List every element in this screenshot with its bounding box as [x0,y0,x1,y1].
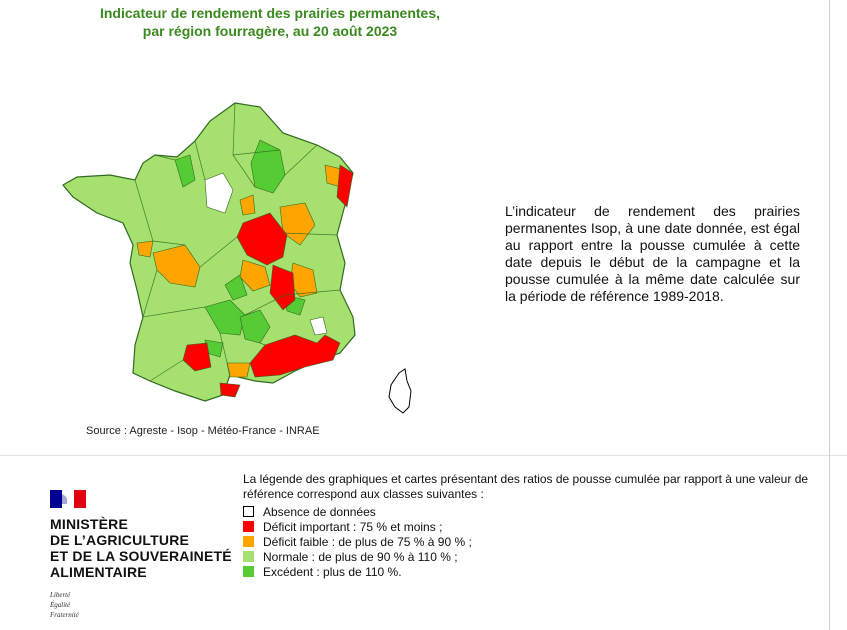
map-title-line2: par région fourragère, au 20 août 2023 [142,23,398,39]
ministry-logo [50,490,240,630]
legend-item-normale: Normale : de plus de 90 % à 110 % ; [243,549,813,564]
data-source: Source : Agreste - Isop - Météo-France - INRAE [86,425,320,437]
legend [243,472,813,579]
marianne-flag-icon [50,490,86,508]
ministry-name: MINISTÈRE DE L’AGRICULTURE ET DE LA SOUVERAINETÉ ALIMENTAIRE [50,516,232,580]
separator-line [0,455,847,456]
map-title-line1: Indicateur de rendement des prairies permanentes, [99,5,440,21]
republic-motto: Liberté Égalité Fraternité [50,591,79,619]
legend-intro: La légende des graphiques et cartes présentant des ratios de pousse cumulée par rapport à une valeur de référence correspond aux classes suivantes : [243,472,809,501]
france-yield-map [55,95,425,415]
page-edge-line [829,0,830,630]
swatch-green [243,566,254,577]
legend-item-deficit-important: Déficit important : 75 % et moins ; [243,519,813,534]
legend-item-absence: Absence de données [243,504,813,519]
swatch-orange [243,536,254,547]
legend-item-excedent: Excédent : plus de 110 %. [243,564,813,579]
swatch-red [243,521,254,532]
legend-item-deficit-faible: Déficit faible : de plus de 75 % à 90 % ; [243,534,813,549]
corsica [389,369,411,413]
swatch-white [243,506,254,517]
swatch-light-green [243,551,254,562]
indicator-description: L’indicateur de rendement des prairies permanentes Isop, à une date donnée, est égal au rapport entre la pousse cumulée à cette date depuis le début de la campagne et la pousse cumulée à la même date calculée sur la période de référence 1989-2018. [505,203,800,304]
